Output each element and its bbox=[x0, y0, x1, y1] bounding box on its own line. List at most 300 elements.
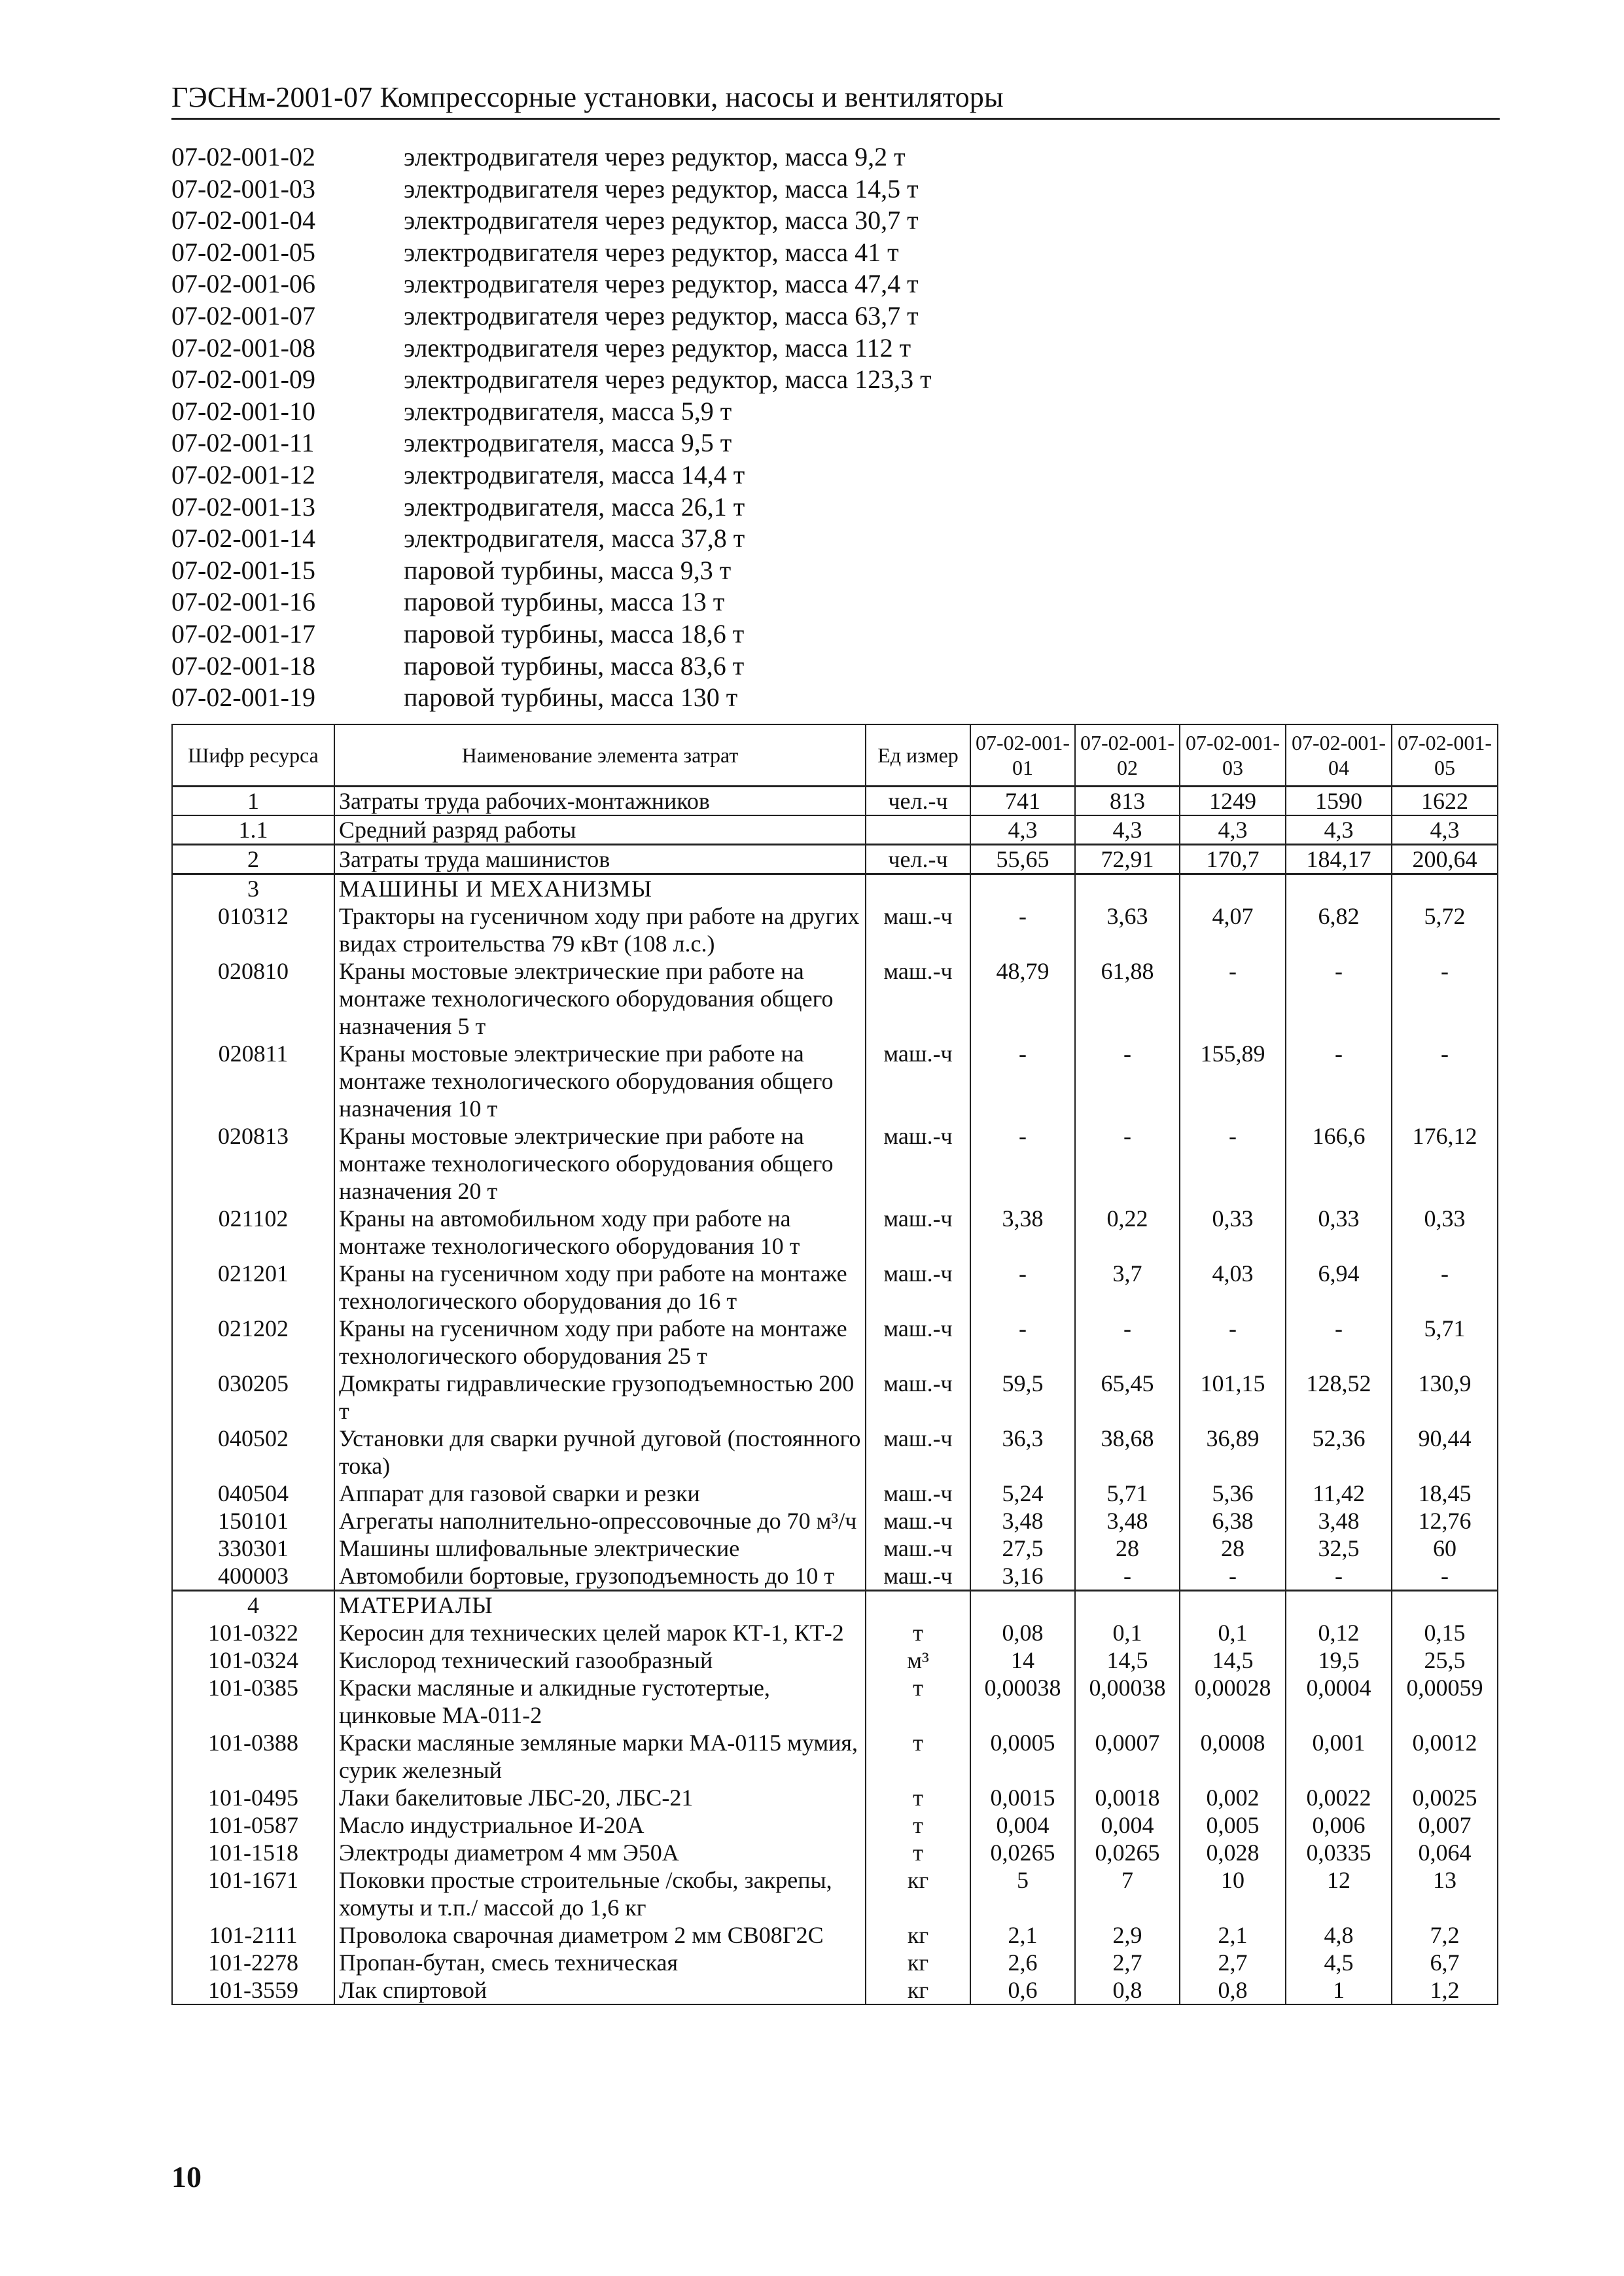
resource-code: 030205 bbox=[172, 1370, 334, 1425]
unit-cell: маш.-ч bbox=[866, 1535, 970, 1562]
unit-cell: т bbox=[866, 1674, 970, 1729]
value-cell: 0,004 bbox=[970, 1811, 1075, 1839]
value-cell: 0,028 bbox=[1180, 1839, 1286, 1866]
resource-code: 040502 bbox=[172, 1425, 334, 1480]
value-cell: 12,76 bbox=[1392, 1507, 1498, 1535]
value-cell: 0,0025 bbox=[1392, 1784, 1498, 1811]
table-row bbox=[172, 1866, 1498, 1921]
value-cell: 0,001 bbox=[1286, 1729, 1392, 1784]
unit-cell: маш.-ч bbox=[866, 1205, 970, 1260]
value-cell bbox=[1392, 874, 1498, 903]
page-title: ГЭСНм-2001-07 Компрессорные установки, насосы и вентиляторы bbox=[171, 81, 1004, 113]
value-cell: - bbox=[1180, 957, 1286, 1040]
unit-cell: маш.-ч bbox=[866, 1480, 970, 1507]
header-unit: Ед измер bbox=[866, 724, 970, 787]
value-cell: 0,0018 bbox=[1075, 1784, 1180, 1811]
unit-cell: маш.-ч bbox=[866, 1507, 970, 1535]
value-cell: 0,005 bbox=[1180, 1811, 1286, 1839]
table-row bbox=[172, 1811, 1498, 1839]
list-item-code: 07-02-001-09 bbox=[171, 365, 315, 395]
value-cell: 0,8 bbox=[1075, 1976, 1180, 2004]
list-item bbox=[171, 268, 1415, 300]
resource-code: 2 bbox=[172, 845, 334, 874]
resource-code: 150101 bbox=[172, 1507, 334, 1535]
section-row bbox=[172, 1591, 1498, 1620]
resource-code: 101-0324 bbox=[172, 1646, 334, 1674]
resource-name: Кислород технический газообразный bbox=[334, 1646, 866, 1674]
resource-name: Поковки простые строительные /скобы, закрепы, хомуты и т.п./ массой до 1,6 кг bbox=[334, 1866, 866, 1921]
value-cell: 0,0015 bbox=[970, 1784, 1075, 1811]
list-item-description: электродвигателя, масса 14,4 т bbox=[404, 459, 745, 489]
value-cell: 1 bbox=[1286, 1976, 1392, 2004]
value-cell: 3,7 bbox=[1075, 1260, 1180, 1315]
unit-cell: т bbox=[866, 1619, 970, 1646]
list-item bbox=[171, 237, 1415, 269]
value-cell: 1622 bbox=[1392, 787, 1498, 816]
unit-cell: маш.-ч bbox=[866, 1040, 970, 1122]
value-cell: 14 bbox=[970, 1646, 1075, 1674]
value-cell: 2,7 bbox=[1180, 1949, 1286, 1976]
list-item-code: 07-02-001-15 bbox=[171, 555, 315, 585]
value-cell: 155,89 bbox=[1180, 1040, 1286, 1122]
value-cell: - bbox=[1180, 1562, 1286, 1591]
value-cell: 0,00028 bbox=[1180, 1674, 1286, 1729]
list-item-description: паровой турбины, масса 18,6 т bbox=[404, 618, 745, 649]
list-item-code: 07-02-001-05 bbox=[171, 237, 315, 267]
value-cell: 61,88 bbox=[1075, 957, 1180, 1040]
value-cell: 6,82 bbox=[1286, 902, 1392, 957]
list-item bbox=[171, 364, 1415, 396]
list-item bbox=[171, 205, 1415, 237]
value-cell: - bbox=[1392, 1260, 1498, 1315]
unit-cell bbox=[866, 815, 970, 845]
table-body bbox=[172, 787, 1498, 2005]
resource-code: 1.1 bbox=[172, 815, 334, 845]
list-item-description: электродвигателя через редуктор, масса 9,2 т bbox=[404, 142, 906, 171]
unit-cell: маш.-ч bbox=[866, 957, 970, 1040]
value-cell: 19,5 bbox=[1286, 1646, 1392, 1674]
value-cell: 2,7 bbox=[1075, 1949, 1180, 1976]
value-cell: - bbox=[1075, 1562, 1180, 1591]
table-row bbox=[172, 957, 1498, 1040]
resource-name: Затраты труда машинистов bbox=[334, 845, 866, 874]
list-item-description: электродвигателя через редуктор, масса 112 т bbox=[404, 332, 911, 363]
list-item bbox=[171, 650, 1415, 683]
table-row bbox=[172, 787, 1498, 816]
list-item bbox=[171, 141, 1415, 173]
value-cell: 0,0265 bbox=[1075, 1839, 1180, 1866]
value-cell: 14,5 bbox=[1075, 1646, 1180, 1674]
list-item-code: 07-02-001-07 bbox=[171, 300, 315, 330]
table-row bbox=[172, 1480, 1498, 1507]
resource-name: Керосин для технических целей марок КТ-1, КТ-2 bbox=[334, 1619, 866, 1646]
resource-name: Аппарат для газовой сварки и резки bbox=[334, 1480, 866, 1507]
value-cell: 4,07 bbox=[1180, 902, 1286, 957]
resource-code: 101-2111 bbox=[172, 1921, 334, 1949]
list-item-description: электродвигателя через редуктор, масса 47,4 т bbox=[404, 269, 919, 299]
table-row bbox=[172, 1535, 1498, 1562]
value-cell: 5 bbox=[970, 1866, 1075, 1921]
value-cell: 10 bbox=[1180, 1866, 1286, 1921]
value-cell: 27,5 bbox=[970, 1535, 1075, 1562]
unit-cell: т bbox=[866, 1811, 970, 1839]
table-row bbox=[172, 1040, 1498, 1122]
value-cell: - bbox=[1075, 1122, 1180, 1205]
list-item-code: 07-02-001-17 bbox=[171, 618, 315, 649]
value-cell: 4,03 bbox=[1180, 1260, 1286, 1315]
value-cell: 6,7 bbox=[1392, 1949, 1498, 1976]
list-item-code: 07-02-001-16 bbox=[171, 587, 315, 617]
resource-name: Краны на гусеничном ходу при работе на монтаже технологического оборудования 25 т bbox=[334, 1315, 866, 1370]
table-row bbox=[172, 1784, 1498, 1811]
table-row bbox=[172, 1370, 1498, 1425]
list-item bbox=[171, 491, 1415, 524]
value-cell: 48,79 bbox=[970, 957, 1075, 1040]
table-row bbox=[172, 1839, 1498, 1866]
value-cell: 170,7 bbox=[1180, 845, 1286, 874]
table-row bbox=[172, 1619, 1498, 1646]
value-cell bbox=[1286, 874, 1392, 903]
value-cell bbox=[1075, 874, 1180, 903]
table-row bbox=[172, 1205, 1498, 1260]
resource-table bbox=[171, 724, 1498, 2005]
resource-name: Краски масляные и алкидные густотертые, цинковые МА-011-2 bbox=[334, 1674, 866, 1729]
unit-cell: маш.-ч bbox=[866, 1370, 970, 1425]
resource-code: 021102 bbox=[172, 1205, 334, 1260]
resource-code: 3 bbox=[172, 874, 334, 903]
value-cell: 59,5 bbox=[970, 1370, 1075, 1425]
resource-name: Краски масляные земляные марки МА-0115 мумия, сурик железный bbox=[334, 1729, 866, 1784]
value-cell: 3,16 bbox=[970, 1562, 1075, 1591]
resource-code: 010312 bbox=[172, 902, 334, 957]
resource-code: 400003 bbox=[172, 1562, 334, 1591]
list-item-description: паровой турбины, масса 83,6 т bbox=[404, 650, 745, 681]
value-cell: 2,9 bbox=[1075, 1921, 1180, 1949]
unit-cell: т bbox=[866, 1839, 970, 1866]
value-cell: 1,2 bbox=[1392, 1976, 1498, 2004]
resource-code: 021202 bbox=[172, 1315, 334, 1370]
value-cell: 0,0004 bbox=[1286, 1674, 1392, 1729]
page-header bbox=[171, 77, 1500, 120]
value-cell bbox=[970, 874, 1075, 903]
table-row bbox=[172, 1921, 1498, 1949]
list-item bbox=[171, 332, 1415, 365]
value-cell: 0,1 bbox=[1075, 1619, 1180, 1646]
value-cell: 184,17 bbox=[1286, 845, 1392, 874]
resource-name: Пропан-бутан, смесь техническая bbox=[334, 1949, 866, 1976]
list-item-code: 07-02-001-11 bbox=[171, 428, 315, 458]
value-cell: 5,24 bbox=[970, 1480, 1075, 1507]
table-row bbox=[172, 1562, 1498, 1591]
value-cell: 0,1 bbox=[1180, 1619, 1286, 1646]
list-item bbox=[171, 396, 1415, 428]
value-cell: 0,00038 bbox=[970, 1674, 1075, 1729]
list-item-code: 07-02-001-03 bbox=[171, 173, 315, 204]
value-cell: 1249 bbox=[1180, 787, 1286, 816]
value-cell: 11,42 bbox=[1286, 1480, 1392, 1507]
value-cell: 0,0007 bbox=[1075, 1729, 1180, 1784]
value-cell: 3,48 bbox=[1075, 1507, 1180, 1535]
value-cell: - bbox=[1392, 1562, 1498, 1591]
value-cell: 0,6 bbox=[970, 1976, 1075, 2004]
value-cell: 0,0265 bbox=[970, 1839, 1075, 1866]
value-cell: 36,89 bbox=[1180, 1425, 1286, 1480]
resource-code: 101-3559 bbox=[172, 1976, 334, 2004]
resource-code: 020811 bbox=[172, 1040, 334, 1122]
value-cell: 13 bbox=[1392, 1866, 1498, 1921]
value-cell: 0,0335 bbox=[1286, 1839, 1392, 1866]
unit-cell: маш.-ч bbox=[866, 1260, 970, 1315]
resource-name: Тракторы на гусеничном ходу при работе на других видах строительства 79 кВт (108 л.с.) bbox=[334, 902, 866, 957]
value-cell: 0,12 bbox=[1286, 1619, 1392, 1646]
list-item-description: паровой турбины, масса 13 т bbox=[404, 587, 725, 617]
value-cell bbox=[1180, 874, 1286, 903]
resource-code: 101-0322 bbox=[172, 1619, 334, 1646]
unit-cell: т bbox=[866, 1729, 970, 1784]
value-cell: 90,44 bbox=[1392, 1425, 1498, 1480]
value-cell: 0,22 bbox=[1075, 1205, 1180, 1260]
value-cell: 0,002 bbox=[1180, 1784, 1286, 1811]
list-item-description: электродвигателя через редуктор, масса 41 т bbox=[404, 237, 899, 267]
value-cell: 101,15 bbox=[1180, 1370, 1286, 1425]
header-col-2: 07-02-001-02 bbox=[1075, 724, 1180, 787]
value-cell bbox=[1392, 1591, 1498, 1620]
value-cell: 0,0022 bbox=[1286, 1784, 1392, 1811]
list-item-code: 07-02-001-13 bbox=[171, 491, 315, 522]
value-cell: 5,72 bbox=[1392, 902, 1498, 957]
value-cell: 3,48 bbox=[970, 1507, 1075, 1535]
resource-code: 101-1671 bbox=[172, 1866, 334, 1921]
list-item bbox=[171, 682, 1415, 714]
unit-cell: кг bbox=[866, 1866, 970, 1921]
resource-name: Агрегаты наполнительно-опрессовочные до 70 м³/ч bbox=[334, 1507, 866, 1535]
list-item-description: электродвигателя через редуктор, масса 14,5 т bbox=[404, 173, 919, 204]
resource-code: 021201 bbox=[172, 1260, 334, 1315]
list-item bbox=[171, 523, 1415, 555]
value-cell: 4,5 bbox=[1286, 1949, 1392, 1976]
resource-name: Затраты труда рабочих-монтажников bbox=[334, 787, 866, 816]
list-item-code: 07-02-001-08 bbox=[171, 332, 315, 363]
value-cell: - bbox=[1286, 1040, 1392, 1122]
value-cell: 0,00059 bbox=[1392, 1674, 1498, 1729]
value-cell: 72,91 bbox=[1075, 845, 1180, 874]
unit-cell: кг bbox=[866, 1949, 970, 1976]
list-item-code: 07-02-001-02 bbox=[171, 142, 315, 171]
value-cell: 65,45 bbox=[1075, 1370, 1180, 1425]
resource-name: Краны мостовые электрические при работе на монтаже технологического оборудования общего назначения 20 т bbox=[334, 1122, 866, 1205]
resource-code: 020813 bbox=[172, 1122, 334, 1205]
value-cell: - bbox=[970, 1315, 1075, 1370]
code-list bbox=[171, 141, 1415, 714]
value-cell: 0,0005 bbox=[970, 1729, 1075, 1784]
resource-code: 101-1518 bbox=[172, 1839, 334, 1866]
value-cell: 4,3 bbox=[1392, 815, 1498, 845]
value-cell: - bbox=[1180, 1122, 1286, 1205]
list-item-code: 07-02-001-19 bbox=[171, 683, 315, 713]
list-item-description: электродвигателя, масса 5,9 т bbox=[404, 396, 732, 426]
value-cell: 176,12 bbox=[1392, 1122, 1498, 1205]
header-col-3: 07-02-001-03 bbox=[1180, 724, 1286, 787]
value-cell: 25,5 bbox=[1392, 1646, 1498, 1674]
resource-name: Электроды диаметром 4 мм Э50А bbox=[334, 1839, 866, 1866]
list-item-description: электродвигателя через редуктор, масса 123,3 т bbox=[404, 365, 932, 395]
resource-name: Автомобили бортовые, грузоподъемность до 10 т bbox=[334, 1562, 866, 1591]
value-cell bbox=[1286, 1591, 1392, 1620]
value-cell: 28 bbox=[1180, 1535, 1286, 1562]
value-cell: 0,0012 bbox=[1392, 1729, 1498, 1784]
value-cell: 0,8 bbox=[1180, 1976, 1286, 2004]
value-cell: 3,48 bbox=[1286, 1507, 1392, 1535]
table-row bbox=[172, 1976, 1498, 2004]
value-cell: 6,94 bbox=[1286, 1260, 1392, 1315]
value-cell: 4,3 bbox=[1286, 815, 1392, 845]
value-cell: - bbox=[970, 1122, 1075, 1205]
list-item-description: паровой турбины, масса 9,3 т bbox=[404, 555, 732, 585]
value-cell: 7,2 bbox=[1392, 1921, 1498, 1949]
value-cell: 0,08 bbox=[970, 1619, 1075, 1646]
resource-code: 101-2278 bbox=[172, 1949, 334, 1976]
list-item-code: 07-02-001-14 bbox=[171, 524, 315, 554]
value-cell: 18,45 bbox=[1392, 1480, 1498, 1507]
resource-name: Масло индустриальное И-20А bbox=[334, 1811, 866, 1839]
value-cell: - bbox=[970, 1040, 1075, 1122]
header-col-5: 07-02-001-05 bbox=[1392, 724, 1498, 787]
value-cell: 2,1 bbox=[1180, 1921, 1286, 1949]
unit-cell: маш.-ч bbox=[866, 1315, 970, 1370]
unit-cell: т bbox=[866, 1784, 970, 1811]
value-cell: 55,65 bbox=[970, 845, 1075, 874]
value-cell: 60 bbox=[1392, 1535, 1498, 1562]
value-cell: 0,0008 bbox=[1180, 1729, 1286, 1784]
unit-cell: кг bbox=[866, 1921, 970, 1949]
value-cell: 200,64 bbox=[1392, 845, 1498, 874]
table-row bbox=[172, 845, 1498, 874]
resource-code: 101-0495 bbox=[172, 1784, 334, 1811]
unit-cell: кг bbox=[866, 1976, 970, 2004]
value-cell: 4,3 bbox=[1075, 815, 1180, 845]
value-cell: 12 bbox=[1286, 1866, 1392, 1921]
value-cell: 166,6 bbox=[1286, 1122, 1392, 1205]
table-header-row bbox=[172, 724, 1498, 787]
section-title: МАТЕРИАЛЫ bbox=[334, 1591, 866, 1620]
resource-code: 4 bbox=[172, 1591, 334, 1620]
resource-code: 101-0388 bbox=[172, 1729, 334, 1784]
resource-code: 1 bbox=[172, 787, 334, 816]
resource-name: Проволока сварочная диаметром 2 мм СВ08Г2С bbox=[334, 1921, 866, 1949]
table-row bbox=[172, 815, 1498, 845]
value-cell: 130,9 bbox=[1392, 1370, 1498, 1425]
table-row bbox=[172, 1122, 1498, 1205]
value-cell: 3,63 bbox=[1075, 902, 1180, 957]
table-row bbox=[172, 1674, 1498, 1729]
unit-cell bbox=[866, 1591, 970, 1620]
list-item bbox=[171, 618, 1415, 650]
value-cell: - bbox=[970, 1260, 1075, 1315]
list-item bbox=[171, 586, 1415, 618]
value-cell: - bbox=[1286, 1562, 1392, 1591]
value-cell: 6,38 bbox=[1180, 1507, 1286, 1535]
value-cell: 0,004 bbox=[1075, 1811, 1180, 1839]
value-cell: 3,38 bbox=[970, 1205, 1075, 1260]
table-row bbox=[172, 1729, 1498, 1784]
unit-cell: маш.-ч bbox=[866, 1425, 970, 1480]
value-cell: 52,36 bbox=[1286, 1425, 1392, 1480]
list-item-code: 07-02-001-18 bbox=[171, 650, 315, 681]
table-row bbox=[172, 1507, 1498, 1535]
page-number: 10 bbox=[171, 2160, 202, 2194]
header-col-1: 07-02-001-01 bbox=[970, 724, 1075, 787]
resource-name: Установки для сварки ручной дуговой (постоянного тока) bbox=[334, 1425, 866, 1480]
value-cell: - bbox=[1180, 1315, 1286, 1370]
list-item bbox=[171, 555, 1415, 587]
list-item-description: электродвигателя, масса 37,8 т bbox=[404, 524, 745, 554]
value-cell: 0,33 bbox=[1180, 1205, 1286, 1260]
value-cell: 32,5 bbox=[1286, 1535, 1392, 1562]
resource-code: 101-0587 bbox=[172, 1811, 334, 1839]
list-item bbox=[171, 427, 1415, 459]
list-item-description: паровой турбины, масса 130 т bbox=[404, 683, 738, 713]
value-cell: - bbox=[1392, 957, 1498, 1040]
value-cell: 0,064 bbox=[1392, 1839, 1498, 1866]
resource-name: Средний разряд работы bbox=[334, 815, 866, 845]
unit-cell: маш.-ч bbox=[866, 1562, 970, 1591]
value-cell: 36,3 bbox=[970, 1425, 1075, 1480]
resource-name: Краны на автомобильном ходу при работе на монтаже технологического оборудования 10 т bbox=[334, 1205, 866, 1260]
header-col-4: 07-02-001-04 bbox=[1286, 724, 1392, 787]
unit-cell: м³ bbox=[866, 1646, 970, 1674]
value-cell: 0,007 bbox=[1392, 1811, 1498, 1839]
resource-code: 040504 bbox=[172, 1480, 334, 1507]
list-item-code: 07-02-001-04 bbox=[171, 205, 315, 236]
list-item bbox=[171, 173, 1415, 205]
value-cell: 0,33 bbox=[1392, 1205, 1498, 1260]
value-cell: 0,15 bbox=[1392, 1619, 1498, 1646]
table-row bbox=[172, 1315, 1498, 1370]
value-cell bbox=[1180, 1591, 1286, 1620]
resource-name: Домкраты гидравлические грузоподъемностью 200 т bbox=[334, 1370, 866, 1425]
table-row bbox=[172, 1425, 1498, 1480]
list-item bbox=[171, 300, 1415, 332]
value-cell: 4,8 bbox=[1286, 1921, 1392, 1949]
list-item-description: электродвигателя через редуктор, масса 30,7 т bbox=[404, 205, 919, 236]
value-cell: 4,3 bbox=[1180, 815, 1286, 845]
resource-name: Машины шлифовальные электрические bbox=[334, 1535, 866, 1562]
value-cell: 38,68 bbox=[1075, 1425, 1180, 1480]
resource-code: 020810 bbox=[172, 957, 334, 1040]
value-cell: 0,33 bbox=[1286, 1205, 1392, 1260]
value-cell: 28 bbox=[1075, 1535, 1180, 1562]
list-item-description: электродвигателя через редуктор, масса 63,7 т bbox=[404, 300, 919, 330]
table-row bbox=[172, 1646, 1498, 1674]
value-cell: - bbox=[970, 902, 1075, 957]
unit-cell: чел.-ч bbox=[866, 787, 970, 816]
resource-name: Краны на гусеничном ходу при работе на монтаже технологического оборудования до 16 т bbox=[334, 1260, 866, 1315]
unit-cell: чел.-ч bbox=[866, 845, 970, 874]
header-code: Шифр ресурса bbox=[172, 724, 334, 787]
value-cell: 14,5 bbox=[1180, 1646, 1286, 1674]
value-cell: - bbox=[1075, 1315, 1180, 1370]
list-item-code: 07-02-001-06 bbox=[171, 269, 315, 299]
list-item-description: электродвигателя, масса 9,5 т bbox=[404, 428, 732, 458]
value-cell bbox=[970, 1591, 1075, 1620]
value-cell: 2,6 bbox=[970, 1949, 1075, 1976]
value-cell: - bbox=[1392, 1040, 1498, 1122]
value-cell: 5,36 bbox=[1180, 1480, 1286, 1507]
unit-cell bbox=[866, 874, 970, 903]
value-cell: 741 bbox=[970, 787, 1075, 816]
value-cell: - bbox=[1286, 1315, 1392, 1370]
value-cell: 813 bbox=[1075, 787, 1180, 816]
